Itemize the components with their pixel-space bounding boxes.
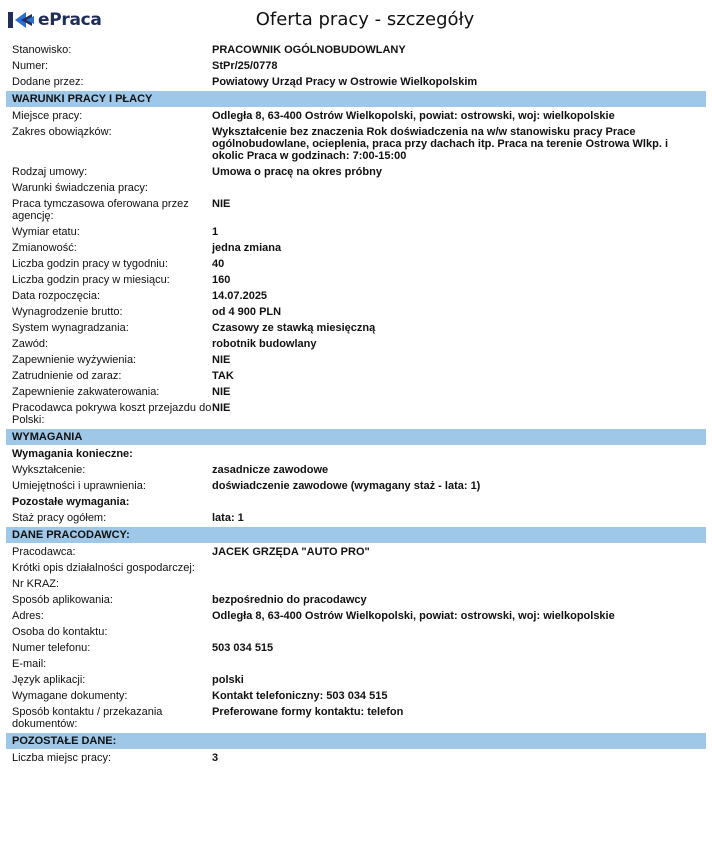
konieczne-rows — [6, 462, 706, 494]
detail-row — [6, 656, 706, 672]
page-header — [0, 0, 712, 42]
detail-value: NIE — [212, 402, 231, 414]
detail-label: Wykształcenie: — [12, 464, 86, 476]
detail-value: 1 — [212, 226, 219, 238]
detail-label: Krótki opis działalności gospodarczej: — [12, 562, 195, 574]
detail-row — [6, 180, 706, 196]
detail-value: polski — [212, 674, 244, 686]
detail-label: Osoba do kontaktu: — [12, 626, 108, 638]
detail-label: Zmianowość: — [12, 242, 77, 254]
detail-row — [6, 164, 706, 180]
detail-label: Język aplikacji: — [12, 674, 86, 686]
detail-value: JACEK GRZĘDA "AUTO PRO" — [212, 546, 370, 558]
detail-row — [6, 224, 706, 240]
detail-row-dodane-przez — [6, 74, 706, 90]
detail-row — [6, 704, 706, 732]
detail-value: Wykształcenie bez znaczenia Rok doświadczenia na w/w stanowisku pracy Prace ogólnobudowlane, ocieplenia, praca przy dachach itp. Praca na terenie Ostrowa Wlkp. i okolic Praca w godzinach: 7:00-15:00 — [212, 126, 668, 162]
detail-row — [6, 544, 706, 560]
detail-value: od 4 900 PLN — [212, 306, 282, 318]
offer-details — [6, 42, 706, 766]
detail-value: Odległa 8, 63-400 Ostrów Wielkopolski, powiat: ostrowski, woj: wielkopolskie — [212, 110, 615, 122]
detail-row — [6, 560, 706, 576]
detail-label: Zawód: — [12, 338, 49, 350]
section-header-warunki: WARUNKI PRACY I PŁACY — [6, 91, 706, 107]
detail-row — [6, 400, 706, 428]
detail-value: 14.07.2025 — [212, 290, 268, 302]
detail-row — [6, 256, 706, 272]
detail-label: Warunki świadczenia pracy: — [12, 182, 148, 194]
pozostale-dane-rows — [6, 750, 706, 766]
detail-label: Pracodawca: — [12, 546, 76, 558]
detail-label: Wynagrodzenie brutto: — [12, 306, 123, 318]
detail-value: zasadnicze zawodowe — [212, 464, 329, 476]
detail-row — [6, 384, 706, 400]
detail-label: Pracodawca pokrywa koszt przejazdu do Polski: — [12, 402, 212, 426]
detail-label: Liczba miejsc pracy: — [12, 752, 112, 764]
detail-row — [6, 108, 706, 124]
detail-row — [6, 688, 706, 704]
detail-value: StPr/25/0778 — [212, 60, 278, 72]
detail-row — [6, 592, 706, 608]
detail-label: Praca tymczasowa oferowana przez agencję: — [12, 198, 189, 222]
page-title: Oferta pracy - szczegóły — [255, 9, 475, 30]
detail-value: 503 034 515 — [212, 642, 274, 654]
detail-row-numer — [6, 58, 706, 74]
section-header-wymagania: WYMAGANIA — [6, 429, 706, 445]
detail-label: Nr KRAZ: — [12, 578, 60, 590]
detail-row — [6, 240, 706, 256]
detail-value: Umowa o pracę na okres próbny — [212, 166, 382, 178]
detail-value: lata: 1 — [212, 512, 244, 524]
detail-value: 160 — [212, 274, 231, 286]
detail-label: Sposób kontaktu / przekazania dokumentów: — [12, 706, 163, 730]
detail-row-stanowisko — [6, 42, 706, 58]
detail-value: jedna zmiana — [212, 242, 282, 254]
detail-label: Umiejętności i uprawnienia: — [12, 480, 146, 492]
warunki-rows — [6, 108, 706, 428]
detail-row — [6, 288, 706, 304]
detail-label: Numer telefonu: — [12, 642, 91, 654]
detail-row — [6, 672, 706, 688]
pozostale-rows — [6, 510, 706, 526]
detail-value: Czasowy ze stawką miesięczną — [212, 322, 376, 334]
detail-row — [6, 608, 706, 624]
detail-label: Sposób aplikowania: — [12, 594, 113, 606]
detail-value: NIE — [212, 354, 231, 366]
detail-label: System wynagradzania: — [12, 322, 129, 334]
detail-row — [6, 352, 706, 368]
subsection-wymagania-konieczne: Wymagania konieczne: — [12, 448, 133, 460]
detail-label: Miejsce pracy: — [12, 110, 83, 122]
detail-row — [6, 124, 706, 164]
logo-text: ePraca — [38, 10, 102, 30]
detail-label: Zatrudnienie od zaraz: — [12, 370, 122, 382]
detail-label: Liczba godzin pracy w tygodniu: — [12, 258, 168, 270]
section-header-pracodawca: DANE PRACODAWCY: — [6, 527, 706, 543]
detail-label: Staż pracy ogółem: — [12, 512, 107, 524]
detail-value: Preferowane formy kontaktu: telefon — [212, 706, 404, 718]
detail-value: doświadczenie zawodowe (wymagany staż - lata: 1) — [212, 480, 481, 492]
detail-value: PRACOWNIK OGÓLNOBUDOWLANY — [212, 44, 406, 56]
detail-value: bezpośrednio do pracodawcy — [212, 594, 367, 606]
detail-row — [6, 576, 706, 592]
detail-value: 40 — [212, 258, 225, 270]
detail-value: 3 — [212, 752, 219, 764]
detail-row — [6, 196, 706, 224]
detail-label: Adres: — [12, 610, 44, 622]
detail-value: Kontakt telefoniczny: 503 034 515 — [212, 690, 388, 702]
detail-row — [6, 368, 706, 384]
section-header-pozostale-dane: POZOSTAŁE DANE: — [6, 733, 706, 749]
detail-row — [6, 462, 706, 478]
detail-row — [6, 272, 706, 288]
detail-value: robotnik budowlany — [212, 338, 317, 350]
detail-value: Powiatowy Urząd Pracy w Ostrowie Wielkopolskim — [212, 76, 478, 88]
detail-value: TAK — [212, 370, 234, 382]
detail-label: Zapewnienie wyżywienia: — [12, 354, 137, 366]
detail-value: Odległa 8, 63-400 Ostrów Wielkopolski, powiat: ostrowski, woj: wielkopolskie — [212, 610, 615, 622]
detail-row — [6, 750, 706, 766]
detail-row — [6, 304, 706, 320]
detail-label: Zapewnienie zakwaterowania: — [12, 386, 160, 398]
subsection-pozostale-wymagania: Pozostałe wymagania: — [12, 496, 130, 508]
detail-label: Rodzaj umowy: — [12, 166, 88, 178]
detail-row — [6, 320, 706, 336]
detail-row — [6, 510, 706, 526]
detail-value: NIE — [212, 386, 231, 398]
detail-label: Dodane przez: — [12, 76, 84, 88]
detail-label: Zakres obowiązków: — [12, 126, 112, 138]
detail-label: Data rozpoczęcia: — [12, 290, 101, 302]
detail-label: E-mail: — [12, 658, 47, 670]
detail-label: Numer: — [12, 60, 49, 72]
detail-row — [6, 336, 706, 352]
detail-row — [6, 640, 706, 656]
detail-label: Stanowisko: — [12, 44, 72, 56]
detail-row — [6, 478, 706, 494]
detail-label: Liczba godzin pracy w miesiącu: — [12, 274, 170, 286]
detail-value: NIE — [212, 198, 231, 210]
detail-label: Wymagane dokumenty: — [12, 690, 128, 702]
pracodawca-rows — [6, 544, 706, 732]
detail-label: Wymiar etatu: — [12, 226, 80, 238]
detail-row — [6, 624, 706, 640]
